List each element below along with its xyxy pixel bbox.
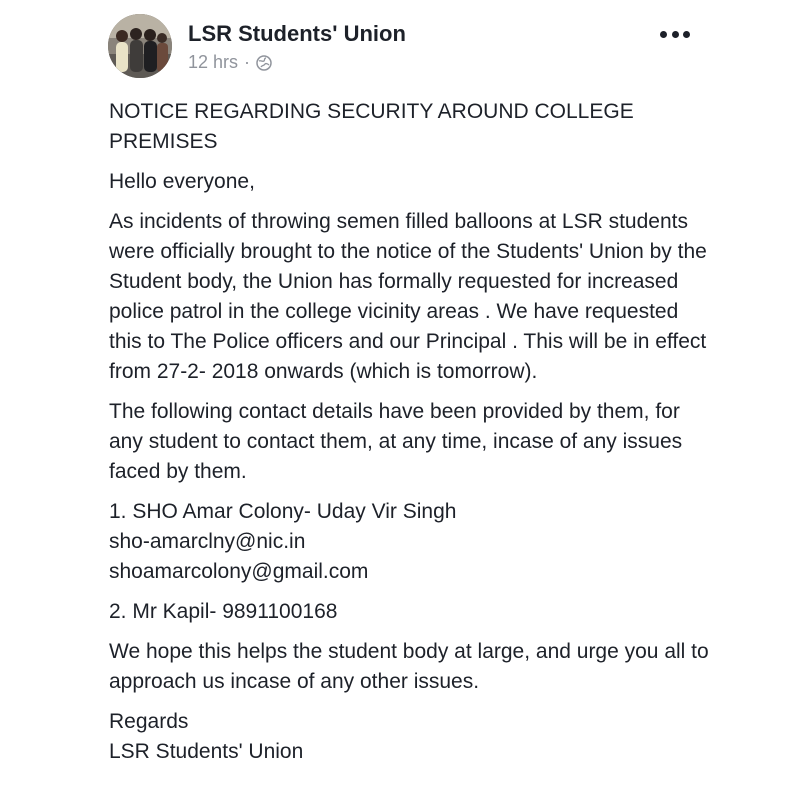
contact-1-email-2[interactable]: shoamarcolony@gmail.com <box>109 560 369 583</box>
more-options-icon[interactable] <box>660 24 690 44</box>
meta-separator: · <box>244 52 251 72</box>
post-header <box>108 14 708 80</box>
post-content <box>109 97 709 777</box>
post-author[interactable]: LSR Students' Union <box>188 21 406 46</box>
signoff <box>109 707 709 767</box>
closing-paragraph: We hope this helps the student body at large, and urge you all to approach us incase of any other issues. <box>109 640 709 693</box>
contact-1 <box>109 497 709 587</box>
contact-1-email-1[interactable]: sho-amarclny@nic.in <box>109 530 306 553</box>
more-dot <box>683 31 690 38</box>
contact-2: 2. Mr Kapil- 9891100168 <box>109 600 338 623</box>
post-meta <box>188 52 272 73</box>
regards-text: Regards <box>109 710 189 733</box>
avatar[interactable] <box>108 14 172 78</box>
more-dot <box>672 31 679 38</box>
more-dot <box>660 31 667 38</box>
signature-text: LSR Students' Union <box>109 740 304 763</box>
globe-icon[interactable] <box>256 55 272 71</box>
notice-title: NOTICE REGARDING SECURITY AROUND COLLEGE PREMISES <box>109 100 634 153</box>
contact-1-name: 1. SHO Amar Colony- Uday Vir Singh <box>109 500 457 523</box>
avatar-photo <box>108 14 172 78</box>
greeting: Hello everyone, <box>109 170 255 193</box>
post-timestamp[interactable]: 12 hrs <box>188 52 239 72</box>
body-paragraph: The following contact details have been provided by them, for any student to contact them, at any time, incase of any issues faced by them. <box>109 400 683 483</box>
body-paragraph: As incidents of throwing semen filled balloons at LSR students were officially brought to the notice of the Students' Union by the Student body, the Union has formally requested for increased police patrol in the college vicinity areas . We have requested this to The Police officers and our Principal . This will be in effect from 27-2- 2018 onwards (which is tomorrow). <box>109 210 707 383</box>
